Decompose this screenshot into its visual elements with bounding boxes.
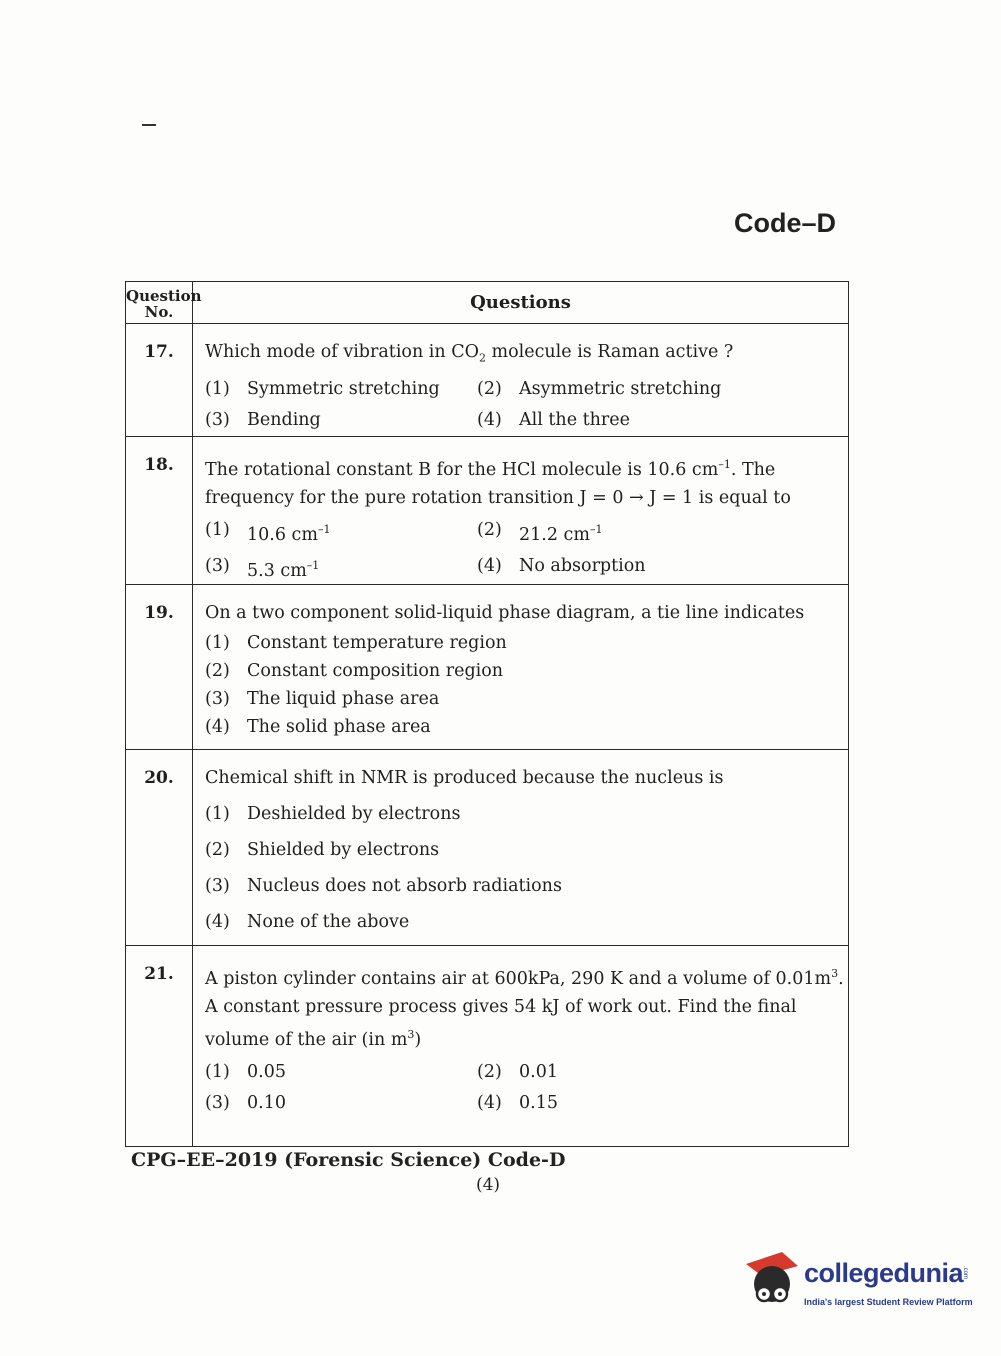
mascot-icon (742, 1250, 802, 1312)
question-row-19 (126, 585, 849, 750)
option: (1) Deshielded by electrons (205, 804, 461, 825)
question-body (193, 437, 849, 585)
options-grid (205, 1058, 848, 1117)
question-body (193, 324, 849, 437)
questions-header: Questions (193, 282, 849, 324)
option: (3) The liquid phase area (205, 689, 440, 710)
option: (2) 21.2 $cm^{-1}$ (477, 519, 603, 545)
option: (1) 0.05 (205, 1062, 286, 1083)
option: (2) Asymmetric stretching (477, 378, 722, 399)
option: (4) 0.15 (477, 1093, 558, 1114)
collegedunia-logo (742, 1250, 973, 1320)
question-number: 17. (126, 324, 193, 437)
option: (2) Constant composition region (205, 661, 504, 682)
options-list (205, 800, 848, 936)
options-grid (205, 375, 848, 434)
page-number: (4) (475, 1175, 501, 1195)
options-list (205, 629, 848, 741)
question-stem: A piston cylinder contains air at 600kPa, 290 K and a volume of $0.01m^3$. A constant pressure process gives 54 kJ of work out. Find the final volume of the air (in $m^3$) (205, 967, 844, 1051)
question-body (193, 946, 849, 1147)
option: (2) Shielded by electrons (205, 840, 440, 861)
question-row-17 (126, 324, 849, 437)
question-row-18 (126, 437, 849, 585)
option: (3) 0.10 (205, 1093, 286, 1114)
question-body (193, 585, 849, 750)
options-grid (205, 516, 848, 585)
option: (4) No absorption (477, 555, 646, 576)
option: (3) Nucleus does not absorb radiations (205, 876, 562, 897)
question-stem: Chemical shift in NMR is produced because the nucleus is (205, 768, 724, 789)
option: (4) The solid phase area (205, 717, 431, 738)
option: (2) 0.01 (477, 1062, 558, 1083)
question-row-21 (126, 946, 849, 1147)
option: (1) Constant temperature region (205, 633, 507, 654)
question-row-20 (126, 750, 849, 946)
question-stem: Which mode of vibration in $CO_2$ molecule is Raman active ? (205, 342, 734, 365)
question-number: 20. (126, 750, 193, 946)
question-number: 18. (126, 437, 193, 585)
table-header-row (126, 282, 849, 324)
paper-code: Code–D (733, 208, 836, 238)
option: (4) None of the above (205, 912, 410, 933)
question-table (125, 281, 849, 1147)
question-number: 19. (126, 585, 193, 750)
scan-mark (142, 124, 156, 126)
question-no-header: Question No. (126, 282, 193, 324)
question-number: 21. (126, 946, 193, 1147)
option: (1) 10.6 $cm^{-1}$ (205, 519, 331, 545)
logo-com: .com (962, 1266, 968, 1280)
question-stem: The rotational constant B for the HCl molecule is 10.6 $cm^{-1}$. The frequency for the pure rotation transition J = 0 → J = 1 is equal to (205, 458, 791, 508)
option: (4) All the three (477, 409, 630, 430)
question-stem: On a two component solid-liquid phase diagram, a tie line indicates (205, 603, 805, 624)
option: (3) 5.3 $cm^{-1}$ (205, 555, 320, 581)
exam-footer: CPG–EE–2019 (Forensic Science) Code-D (131, 1149, 566, 1171)
option: (1) Symmetric stretching (205, 378, 440, 399)
logo-tagline: India's largest Student Review Platform (804, 1297, 973, 1307)
question-body (193, 750, 849, 946)
option: (3) Bending (205, 409, 321, 430)
logo-wordmark: collegedunia (804, 1258, 964, 1288)
